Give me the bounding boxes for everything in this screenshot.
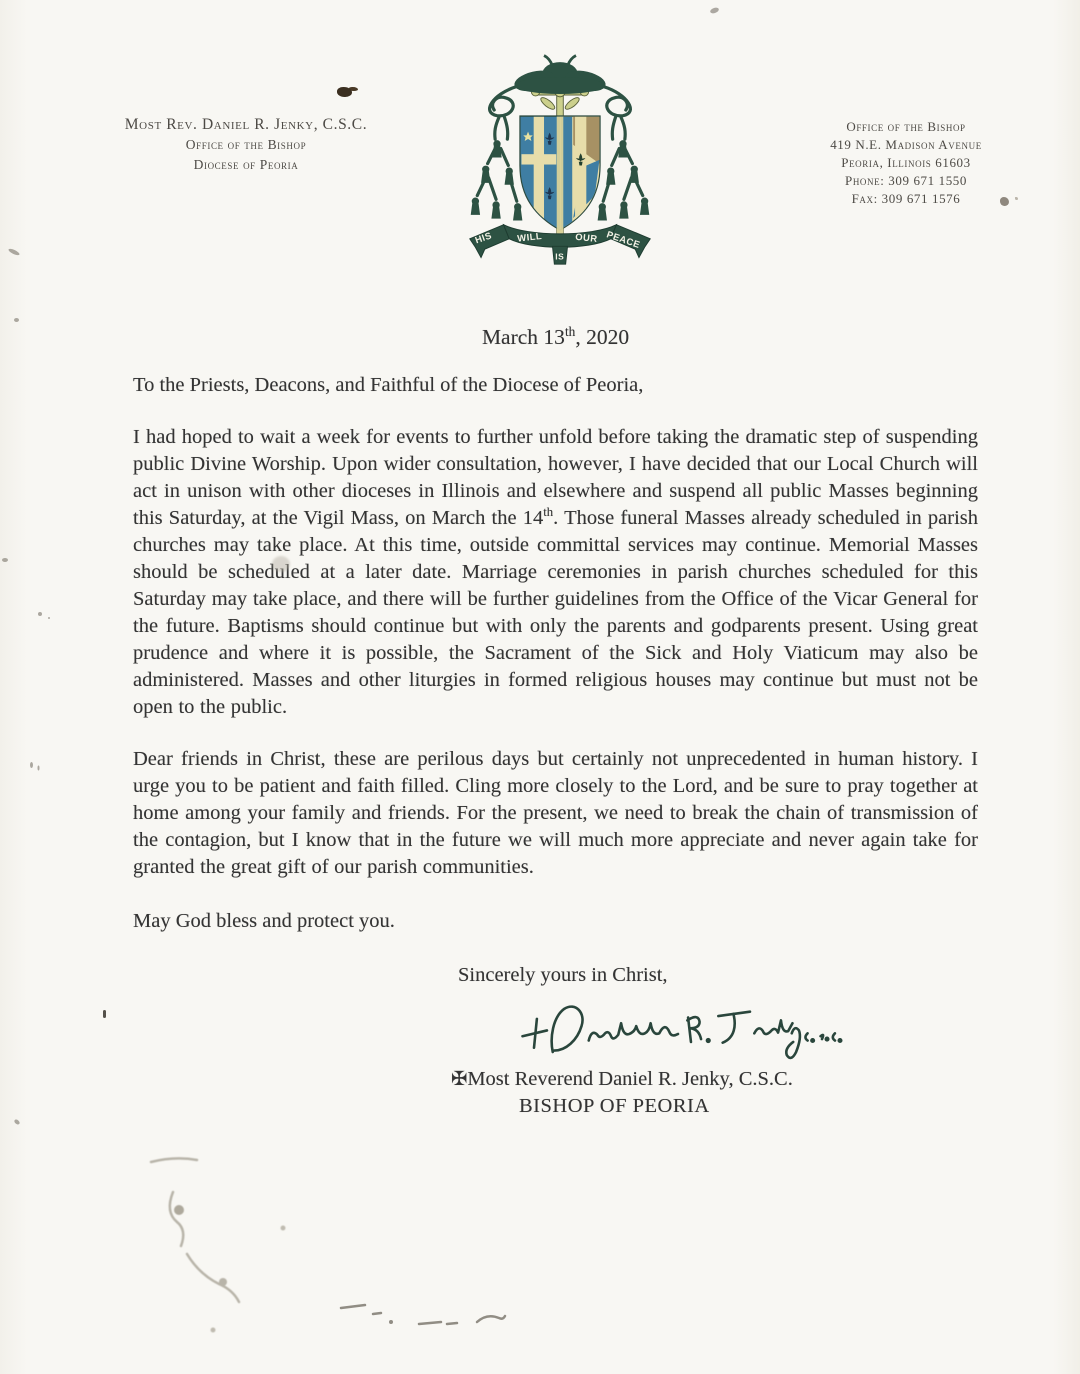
letterhead-diocese: Diocese of Peoria: [193, 157, 299, 172]
smudge-bottom-left: [135, 1150, 365, 1350]
motto-word-is: IS: [555, 251, 565, 262]
paragraph1-text-a: I had hoped to wait a week for events to further unfold before taking the dramatic step of suspending public Divine Worship. Upon wider consultation, however, I have decided that our Local Church will act in unison with other dioceses in Illinois and elsewhere and suspend all public Masses beginning this Saturday, at the Vigil Mass, on March the 14: [133, 426, 978, 529]
body-paragraph-2: Dear friends in Christ, these are perilous days but certainly not unprecedented in human history. I urge you to be patient and faith filled. Cling more closely to the Lord, and be sure to pray together at home among your family and friends. For the present, we need to break the chain of transmission of the contagion, but I know that in the future we will much more appreciate and never again take for granted the great gift of our parish communities.: [133, 748, 978, 878]
letterhead-city: Peoria, Illinois 61603: [841, 155, 971, 170]
scan-speck: [103, 1010, 106, 1018]
scan-speck: [709, 7, 719, 15]
blessing-line: May God bless and protect you.: [133, 910, 395, 932]
paragraph1-superscript: th: [543, 505, 554, 520]
galero-icon: [512, 55, 607, 94]
date-main: March 13: [481, 325, 565, 349]
signed-name-text: Most Reverend Daniel R. Jenky, C.S.C.: [467, 1068, 793, 1090]
signature-ink: [522, 1007, 841, 1058]
salutation: To the Priests, Deacons, and Faithful of the Diocese of Peoria,: [133, 374, 644, 396]
motto-word-our: OUR: [574, 230, 599, 245]
motto-word-peace: PEACE: [605, 228, 642, 251]
paragraph1-text-b: . Those funeral Masses already scheduled in parish churches may take place. At this time, outside committal services may continue. Memorial Masses should be scheduled at a later date. Marriage ceremonies in parish churches scheduled for this Saturday may take place, and there will be further guidelines from the Office of the Vicar General for the future. Baptisms should continue but with only the parents and godparents present. Using great prudence and where it is possible, the Sacrament of the Sick and Holy Viaticum may also be administered. Masses and other liturgies in formed religious houses may continue but must not be open to the public.: [133, 507, 978, 718]
date-year: , 2020: [575, 325, 630, 349]
letterhead-address: 419 N.E. Madison Avenue: [830, 137, 982, 152]
letterhead-office: Office of the Bishop: [185, 137, 307, 152]
date-line: [133, 324, 978, 351]
scan-speck: [14, 318, 19, 322]
episcopal-cross-glyph: ✠: [451, 1067, 468, 1090]
letterhead-fax: Fax: 309 671 1576: [851, 191, 961, 206]
ink-blot-top: [337, 87, 352, 97]
letterhead-name: Most Rev. Daniel R. Jenky, C.S.C.: [124, 116, 368, 133]
letterhead-phone: Phone: 309 671 1550: [845, 173, 967, 188]
scan-speck: [38, 612, 42, 616]
letterhead-office-line: Office of the Bishop: [846, 119, 966, 134]
date-superscript: th: [564, 323, 576, 339]
closing-line: Sincerely yours in Christ,: [458, 964, 668, 986]
scan-speck: [13, 1119, 20, 1126]
marks-bottom-center: [335, 1298, 515, 1343]
diocese-crest: [466, 54, 654, 276]
signed-name: [451, 1065, 978, 1093]
letterhead-right: [798, 118, 1014, 208]
crest-graphic: [466, 54, 654, 276]
signature-handwriting: [441, 993, 915, 1065]
scan-speck: [2, 558, 8, 562]
scan-speck: [8, 248, 21, 257]
letterhead-left: [104, 114, 388, 175]
body-paragraph-1: [133, 424, 978, 721]
scan-speck: [30, 762, 33, 768]
motto-word-will: WILL: [516, 230, 543, 244]
signed-title: BISHOP OF PEORIA: [519, 1095, 710, 1117]
letter-body: [133, 324, 978, 1120]
motto-word-his: HIS: [473, 229, 494, 246]
shield-icon: [521, 117, 600, 235]
